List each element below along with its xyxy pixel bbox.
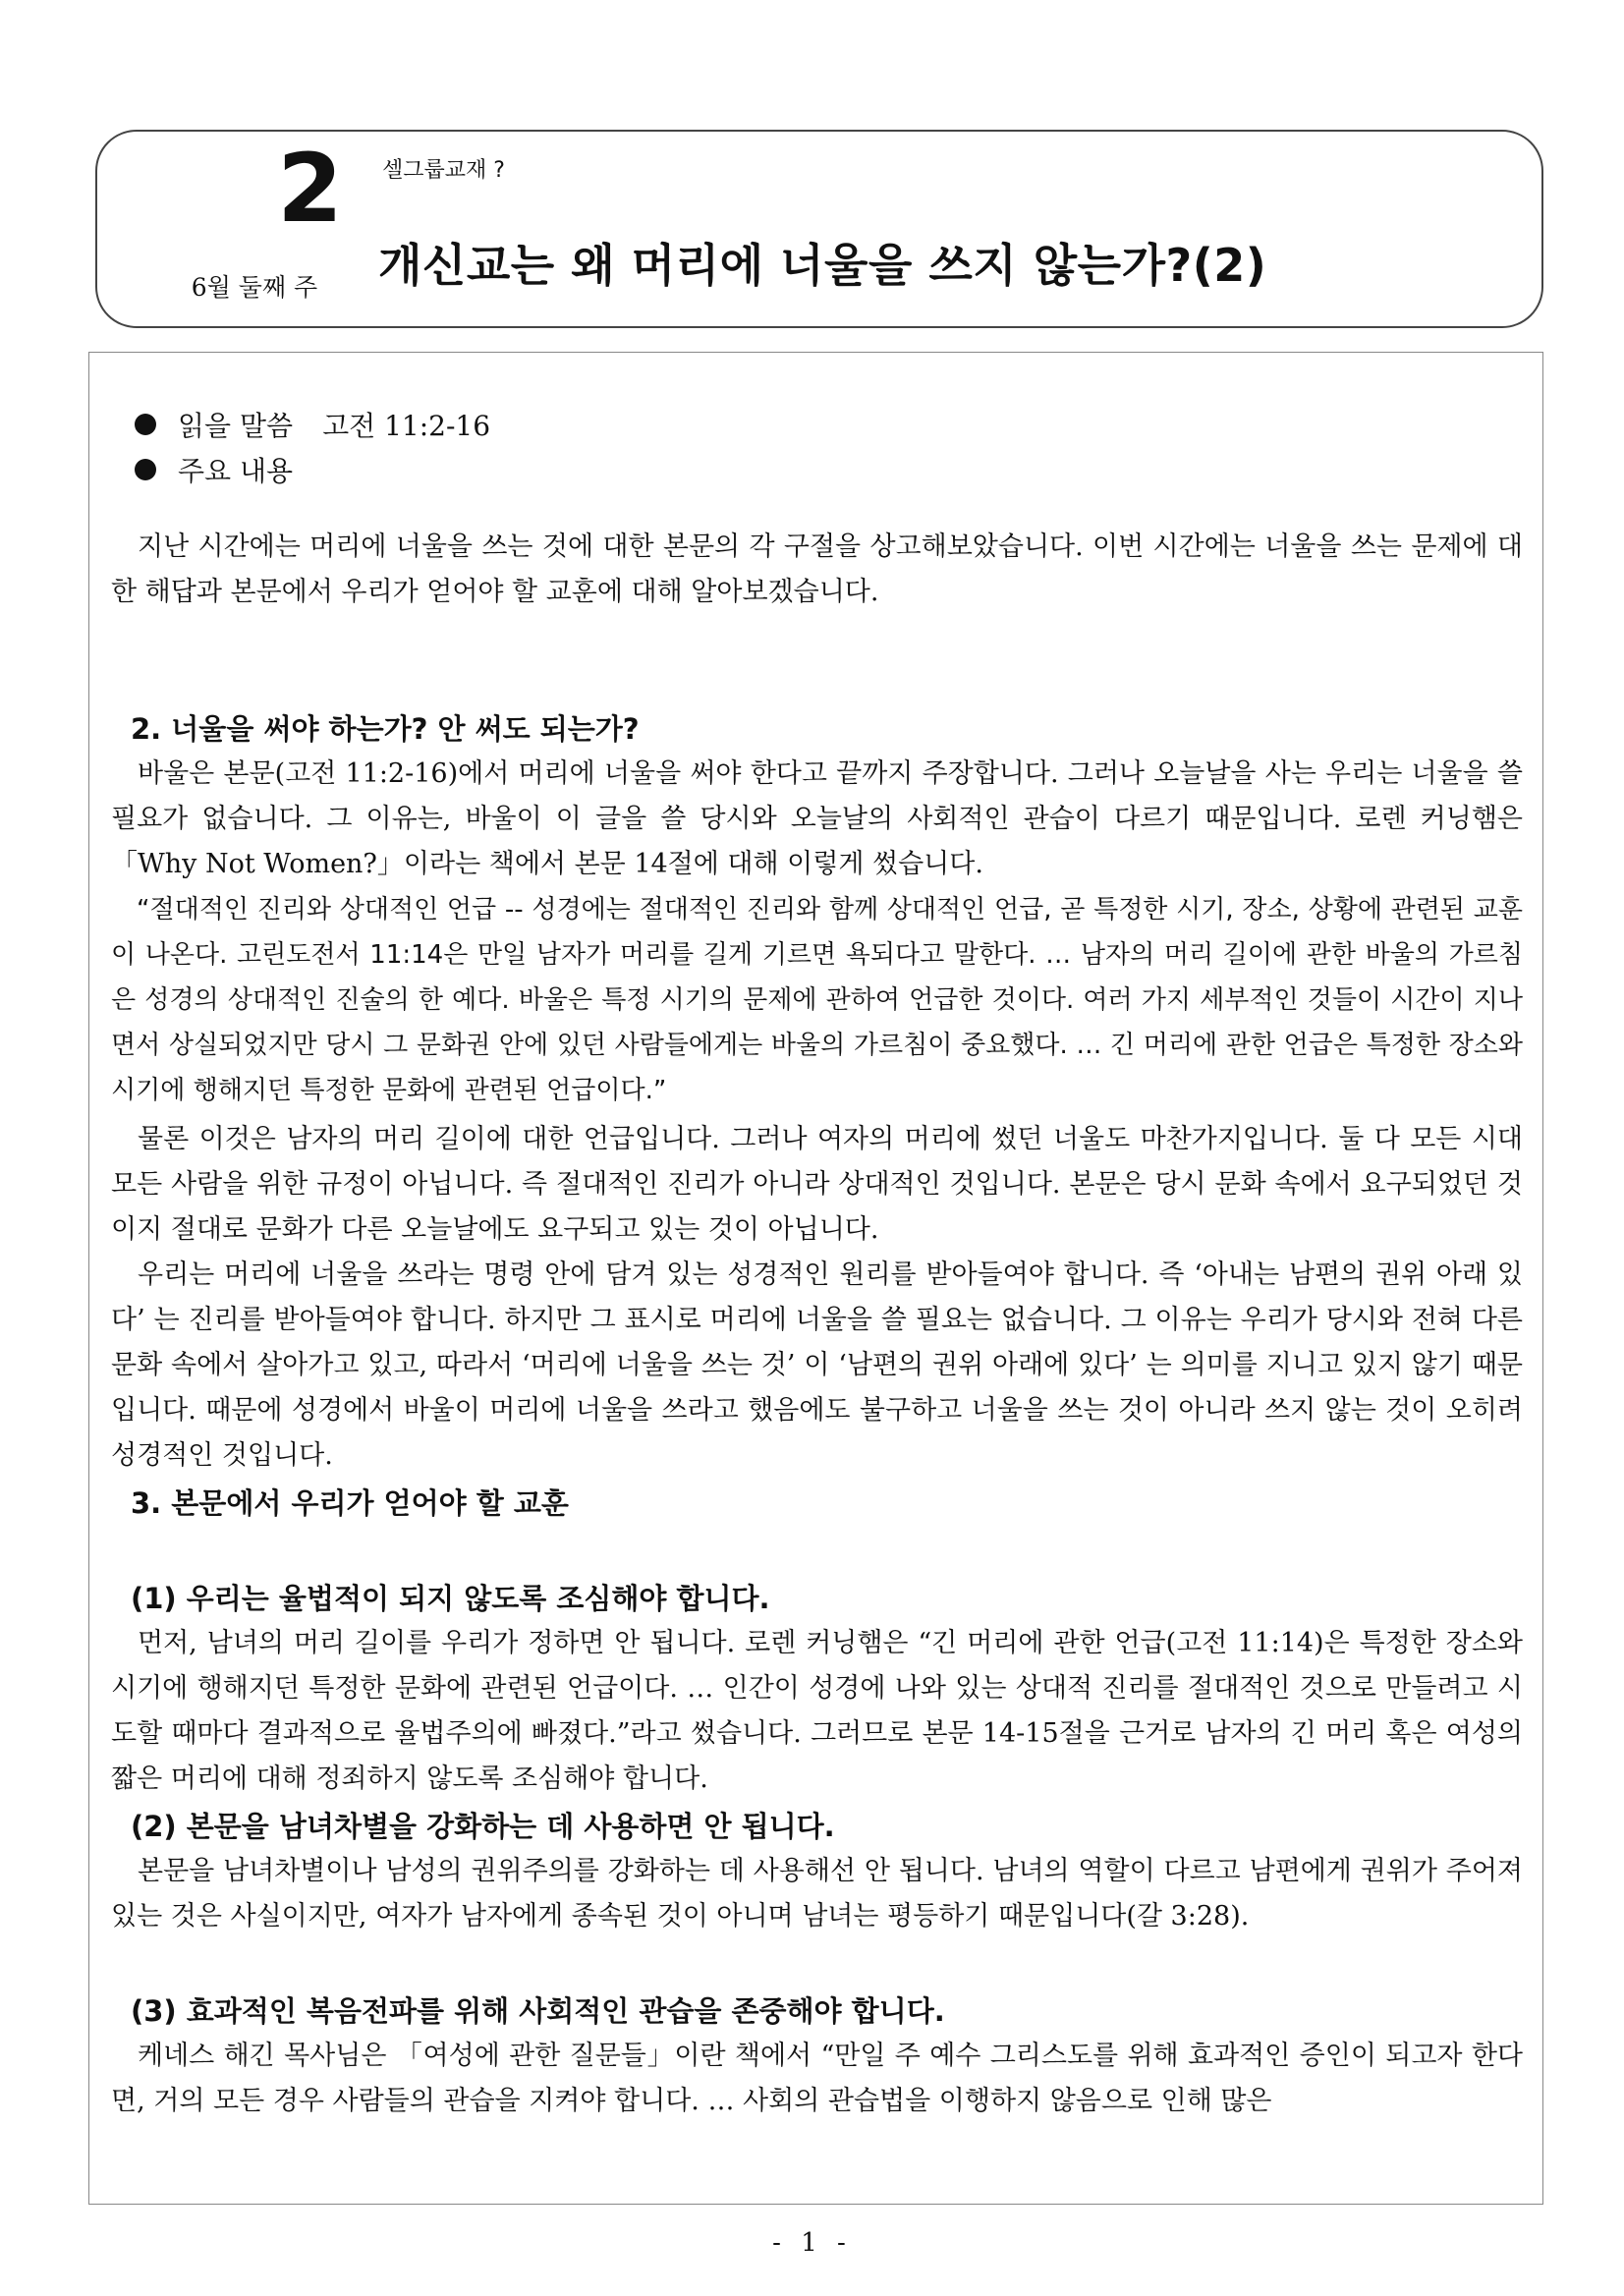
lesson-number: 2 (277, 134, 344, 244)
lesson-meta (129, 402, 490, 492)
bullet-icon (135, 459, 156, 480)
summary-row (129, 447, 490, 492)
page-number: - 1 - (772, 2228, 852, 2258)
reading-value: 고전 11:2-16 (322, 410, 491, 442)
lesson-header (95, 130, 1543, 328)
section2-heading: 2. 너울을 써야 하는가? 안 써도 되는가? (131, 712, 640, 746)
content-box (88, 352, 1543, 2205)
lesson-title: 개신교는 왜 머리에 너울을 쓰지 않는가?(2) (378, 239, 1267, 292)
section3-sub3-heading: (3) 효과적인 복음전파를 위해 사회적인 관습을 존중해야 합니다. (131, 1994, 945, 2028)
section3-sub3-text: 케네스 해긴 목사님은 「여성에 관한 질문들」이란 책에서 “만일 주 예수 그리스도를 위해 효과적인 증인이 되고자 한다면, 거의 모든 경우 사람들의 관습을 지켜야 합니다. … 사회의 관습법을 이행하지 않음으로 인해 많은 (111, 2041, 1523, 2116)
intro-paragraph: 지난 시간에는 머리에 너울을 쓰는 것에 대한 본문의 각 구절을 상고해보았습니다. 이번 시간에는 너울을 쓰는 문제에 대한 해답과 본문에서 우리가 얻어야 할 교훈에 대해 알아보겠습니다. (111, 532, 1523, 607)
bullet-icon (135, 414, 156, 435)
section3-sub2-heading: (2) 본문을 남녀차별을 강화하는 데 사용하면 안 됩니다. (131, 1810, 835, 1843)
reading-row (129, 402, 490, 447)
section2-quote: “절대적인 진리와 상대적인 언급 -- 성경에는 절대적인 진리와 함께 상대적인 언급, 곧 특정한 시기, 장소, 상황에 관련된 교훈이 나온다. 고린도전서 11:14은 만일 남자가 머리를 길게 기르면 욕되다고 말한다. … 남자의 머리 길이에 관한 바울의 가르침은 성경의 상대적인 진술의 한 예다. 바울은 특정 시기의 문제에 관하여 언급한 것이다. 여러 가지 세부적인 것들이 시간이 지나면서 상실되었지만 당시 그 문화권 안에 있던 사람들에게는 바울의 가르침이 중요했다. … 긴 머리에 관한 언급은 특정한 장소와 시기에 행해지던 특정한 문화에 관련된 언급이다.” (111, 895, 1523, 1105)
section2-paragraph-3: 우리는 머리에 너울을 쓰라는 명령 안에 담겨 있는 성경적인 원리를 받아들여야 합니다. 즉 ‘아내는 남편의 권위 아래 있다’ 는 진리를 받아들여야 합니다. 하지만 그 표시로 머리에 너울을 쓸 필요는 없습니다. 그 이유는 우리가 당시와 전혀 다른 문화 속에서 살아가고 있고, 따라서 ‘머리에 너울을 쓰는 것’ 이 ‘남편의 권위 아래에 있다’ 는 의미를 지니고 있지 않기 때문입니다. 때문에 성경에서 바울이 머리에 너울을 쓰라고 했음에도 불구하고 너울을 쓰는 것이 아니라 쓰지 않는 것이 오히려 성경적인 것입니다. (111, 1260, 1523, 1471)
series-label: 셀그룹교재 ? (382, 158, 505, 183)
summary-label: 주요 내용 (178, 455, 294, 487)
section3-heading: 3. 본문에서 우리가 얻어야 할 교훈 (131, 1486, 569, 1520)
section3-sub1-text: 먼저, 남녀의 머리 길이를 우리가 정하면 안 됩니다. 로렌 커닝햄은 “긴 머리에 관한 언급(고전 11:14)은 특정한 장소와 시기에 행해지던 특정한 문화에 관련된 언급이다. … 인간이 성경에 나와 있는 상대적 진리를 절대적인 것으로 만들려고 시도할 때마다 결과적으로 율법주의에 빠졌다.”라고 썼습니다. 그러므로 본문 14-15절을 근거로 남자의 긴 머리 혹은 여성의 짧은 머리에 대해 정죄하지 않도록 조심해야 합니다. (111, 1628, 1523, 1794)
section2-paragraph-1: 바울은 본문(고전 11:2-16)에서 머리에 너울을 써야 한다고 끝까지 주장합니다. 그러나 오늘날을 사는 우리는 너울을 쓸 필요가 없습니다. 그 이유는, 바울이 이 글을 쓸 당시와 오늘날의 사회적인 관습이 다르기 때문입니다. 로렌 커닝햄은 「Why Not Women?」이라는 책에서 본문 14절에 대해 이렇게 썼습니다. (111, 758, 1523, 879)
section3-sub1-heading: (1) 우리는 율법적이 되지 않도록 조심해야 합니다. (131, 1582, 770, 1615)
section3-sub2-text: 본문을 남녀차별이나 남성의 권위주의를 강화하는 데 사용해선 안 됩니다. 남녀의 역할이 다르고 남편에게 권위가 주어져 있는 것은 사실이지만, 여자가 남자에게 종속된 것이 아니며 남녀는 평등하기 때문입니다(갈 3:28). (111, 1856, 1523, 1932)
section2-paragraph-2: 물론 이것은 남자의 머리 길이에 대한 언급입니다. 그러나 여자의 머리에 썼던 너울도 마찬가지입니다. 둘 다 모든 시대 모든 사람을 위한 규정이 아닙니다. 즉 절대적인 진리가 아니라 상대적인 것입니다. 본문은 당시 문화 속에서 요구되었던 것이지 절대로 문화가 다른 오늘날에도 요구되고 있는 것이 아닙니다. (111, 1124, 1523, 1245)
reading-label: 읽을 말씀 (178, 410, 294, 442)
week-label: 6월 둘째 주 (191, 273, 318, 302)
